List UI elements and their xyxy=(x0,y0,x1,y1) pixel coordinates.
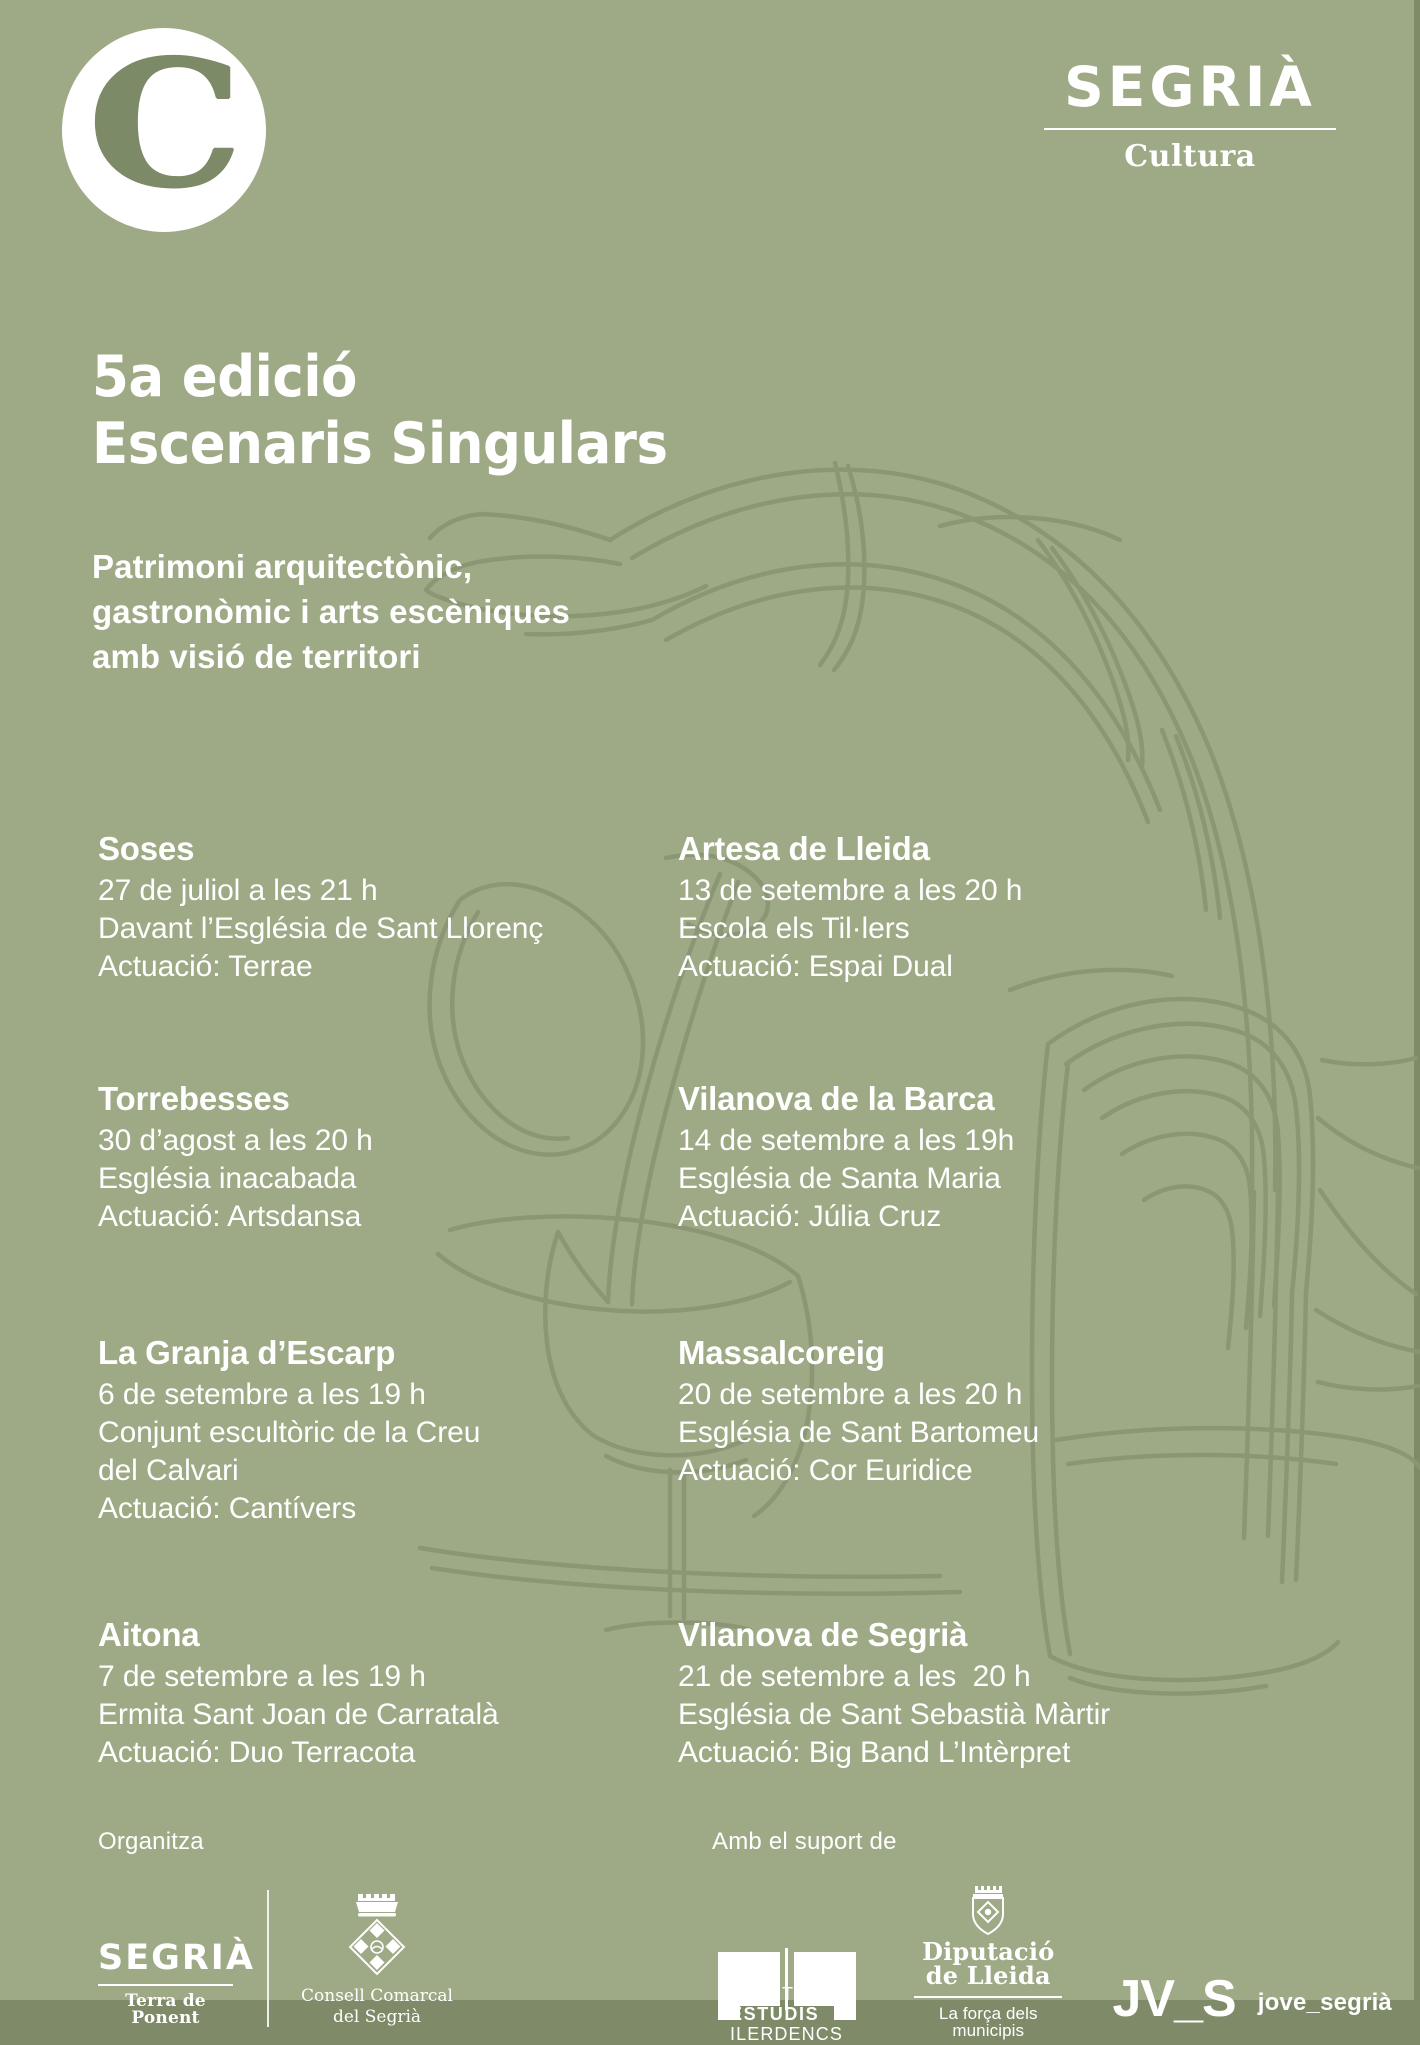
subtitle-line-3: amb visió de territori xyxy=(92,637,421,675)
segria-mark-name: SEGRIÀ xyxy=(98,1938,255,1979)
event-town: Vilanova de la Barca xyxy=(678,1080,995,1117)
event-venue: Escola els Til·lers xyxy=(678,912,910,946)
title-line-1: 5a edició xyxy=(92,344,358,410)
event-town: Aitona xyxy=(98,1616,200,1653)
page-title xyxy=(92,344,912,477)
event-item xyxy=(678,1078,1328,1288)
event-performance: Actuació: Júlia Cruz xyxy=(678,1199,942,1233)
consell-comarcal-logo xyxy=(301,1890,453,2029)
event-date: 30 d’agost a les 20 h xyxy=(98,1124,373,1158)
diputacio-de-lleida-logo xyxy=(910,1884,1066,2041)
institut-estudis-ilerdencs-logo xyxy=(712,1948,862,2045)
events-list xyxy=(98,828,1328,1816)
brand-divider xyxy=(1044,128,1336,130)
event-venue: Conjunt escultòric de la Creu xyxy=(98,1416,481,1450)
event-town: La Granja d’Escarp xyxy=(98,1334,396,1371)
iei-word-3: ILERDENCS xyxy=(730,2024,843,2045)
event-item xyxy=(98,828,678,1034)
event-venue: Església inacabada xyxy=(98,1162,357,1196)
brand-subtitle: Cultura xyxy=(1124,139,1256,174)
event-item xyxy=(678,828,1328,1034)
event-date: 14 de setembre a les 19h xyxy=(678,1124,1015,1158)
support-group xyxy=(712,1828,1392,2045)
support-label: Amb el suport de xyxy=(712,1828,897,1855)
event-performance: Actuació: Cor Euridice xyxy=(678,1453,973,1487)
event-performance: Actuació: Terrae xyxy=(98,949,313,983)
event-town: Vilanova de Segrià xyxy=(678,1616,968,1653)
event-venue: Església de Sant Bartomeu xyxy=(678,1416,1040,1450)
segria-mark-divider xyxy=(98,1984,233,1986)
logo-divider xyxy=(267,1890,269,2027)
event-venue: Davant l’Església de Sant Llorenç xyxy=(98,912,544,946)
event-town: Artesa de Lleida xyxy=(678,830,930,867)
event-item xyxy=(98,1332,678,1570)
consell-comarcal-line-1: Consell Comarcal xyxy=(301,1986,453,2006)
support-logos xyxy=(712,1884,1392,2045)
event-item xyxy=(678,1332,1328,1570)
consell-comarcal-line-2: del Segrià xyxy=(332,2006,422,2027)
footer xyxy=(0,1800,1414,2045)
logo-letter: C xyxy=(87,23,241,228)
event-performance: Actuació: Big Band L’Intèrpret xyxy=(678,1735,1071,1769)
event-venue: Església de Sant Sebastià Màrtir xyxy=(678,1698,1111,1732)
iei-wordmark xyxy=(730,1984,866,2044)
event-date: 27 de juliol a les 21 h xyxy=(98,874,378,908)
organiser-label: Organitza xyxy=(98,1828,204,1855)
event-date: 21 de setembre a les 20 h xyxy=(678,1660,1031,1694)
event-town: Torrebesses xyxy=(98,1080,290,1117)
diputacio-coat-of-arms-icon xyxy=(959,1884,1017,1936)
event-town: Massalcoreig xyxy=(678,1334,885,1371)
segria-terra-de-ponent-logo xyxy=(98,1938,255,2029)
iei-word-2: ESTUDIS xyxy=(730,2004,820,2025)
diputacio-name: Diputació de Lleida xyxy=(922,1937,1055,1990)
event-performance: Actuació: Cantívers xyxy=(98,1491,357,1525)
segria-mark-subtitle: Terra de Ponent xyxy=(125,1991,206,2029)
page-subtitle xyxy=(92,545,792,680)
event-date: 6 de setembre a les 19 h xyxy=(98,1378,426,1412)
jove-segria-logo xyxy=(1112,1969,1392,2041)
event-date: 7 de setembre a les 19 h xyxy=(98,1660,426,1694)
iei-word-1: INSTITUT xyxy=(730,1984,821,2005)
event-date: 20 de setembre a les 20 h xyxy=(678,1378,1023,1412)
event-item xyxy=(98,1078,678,1288)
segria-cultura-brand xyxy=(1040,55,1340,174)
consell-comarcal-coat-of-arms-icon xyxy=(334,1890,420,1976)
organiser-group xyxy=(98,1828,498,2029)
event-date: 13 de setembre a les 20 h xyxy=(678,874,1023,908)
event-venue: Església de Santa Maria xyxy=(678,1162,1001,1196)
event-item xyxy=(678,1614,1328,1772)
jvs-monogram: JV_S xyxy=(1112,1969,1236,2028)
event-venue: Ermita Sant Joan de Carratalà xyxy=(98,1698,499,1732)
event-item xyxy=(98,1614,678,1772)
diputacio-tagline: La força dels municipis xyxy=(938,2003,1038,2040)
subtitle-line-2: gastronòmic i arts escèniques xyxy=(92,592,570,630)
jvs-wordmark: jove_segrià xyxy=(1257,1988,1392,2016)
event-performance: Actuació: Artsdansa xyxy=(98,1199,362,1233)
event-town: Soses xyxy=(98,830,195,867)
organiser-logos xyxy=(98,1890,498,2029)
brand-name: SEGRIÀ xyxy=(1064,55,1316,119)
event-performance: Actuació: Duo Terracota xyxy=(98,1735,416,1769)
event-venue-continued: del Calvari xyxy=(98,1453,239,1487)
cultura-c-logo xyxy=(62,23,266,232)
event-performance: Actuació: Espai Dual xyxy=(678,949,953,983)
diputacio-divider xyxy=(914,1996,1062,1998)
title-line-2: Escenaris Singulars xyxy=(92,410,668,477)
subtitle-line-1: Patrimoni arquitectònic, xyxy=(92,548,473,585)
